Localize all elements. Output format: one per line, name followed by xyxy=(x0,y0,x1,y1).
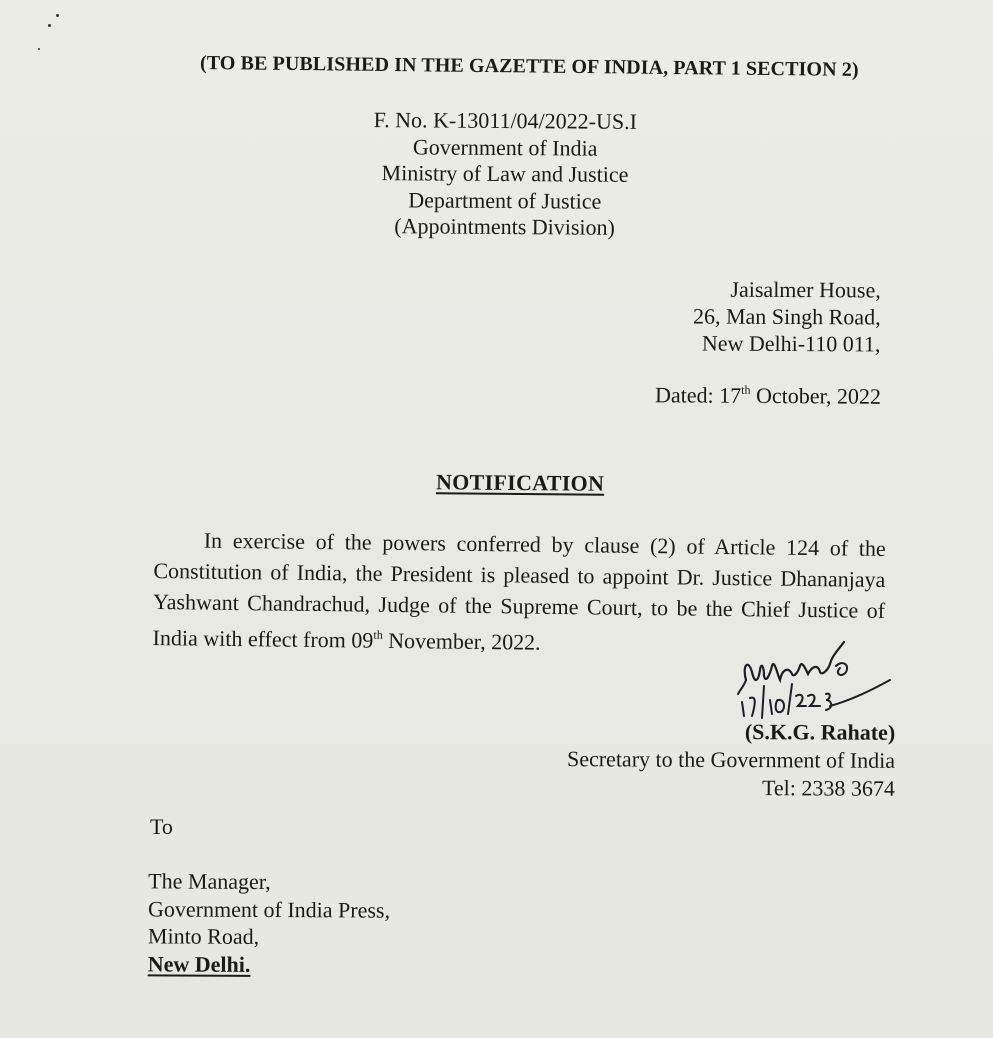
body-text-main: In exercise of the powers conferred by clause (2) of Article 124 of the Constitution of India, the President is pleased to appoint Dr. Justice Dhananjaya Yashwant Chandrachud, Judge of the Supreme Court, to be the Chief Justice of India with effect from 09 xyxy=(152,527,886,653)
recipient-line-1: The Manager, xyxy=(148,868,271,895)
address-line-2: 26, Man Singh Road, xyxy=(693,303,882,330)
file-number: F. No. K-13011/04/2022-US.I xyxy=(373,107,638,134)
date-prefix: Dated: 17 xyxy=(654,382,742,408)
signatory-telephone: Tel: 2338 3674 xyxy=(761,775,895,801)
signatory-block xyxy=(567,717,895,803)
recipient-address xyxy=(148,867,391,978)
recipient-line-3: Minto Road, xyxy=(147,923,260,949)
body-ordinal: th xyxy=(373,627,383,642)
to-label: To xyxy=(150,814,173,839)
address-line-3: New Delhi-110 011, xyxy=(702,330,881,357)
address-line-1: Jaisalmer House, xyxy=(730,276,882,303)
date-ordinal: th xyxy=(741,382,751,397)
department-name: Department of Justice xyxy=(408,186,602,214)
recipient-line-2: Government of India Press, xyxy=(148,895,391,923)
scan-speck xyxy=(38,48,40,50)
signatory-name: (S.K.G. Rahate) xyxy=(744,719,896,745)
division-name: (Appointments Division) xyxy=(394,213,616,240)
ministry-name: Ministry of Law and Justice xyxy=(381,160,629,187)
body-text-end: November, 2022. xyxy=(382,627,541,655)
recipient-city: New Delhi. xyxy=(147,950,251,977)
notification-title: NOTIFICATION xyxy=(435,469,605,496)
scan-speck xyxy=(56,14,59,17)
signatory-designation: Secretary to the Government of India xyxy=(566,746,896,773)
government-name: Government of India xyxy=(412,133,598,161)
scan-speck xyxy=(48,24,51,27)
gazette-publication-note: (TO BE PUBLISHED IN THE GAZETTE OF INDIA, PART 1 SECTION 2) xyxy=(199,52,859,81)
issue-date xyxy=(655,382,881,410)
date-rest: October, 2022 xyxy=(750,382,882,409)
handwritten-signature xyxy=(734,636,904,720)
office-address xyxy=(693,276,881,358)
office-block xyxy=(300,107,711,242)
